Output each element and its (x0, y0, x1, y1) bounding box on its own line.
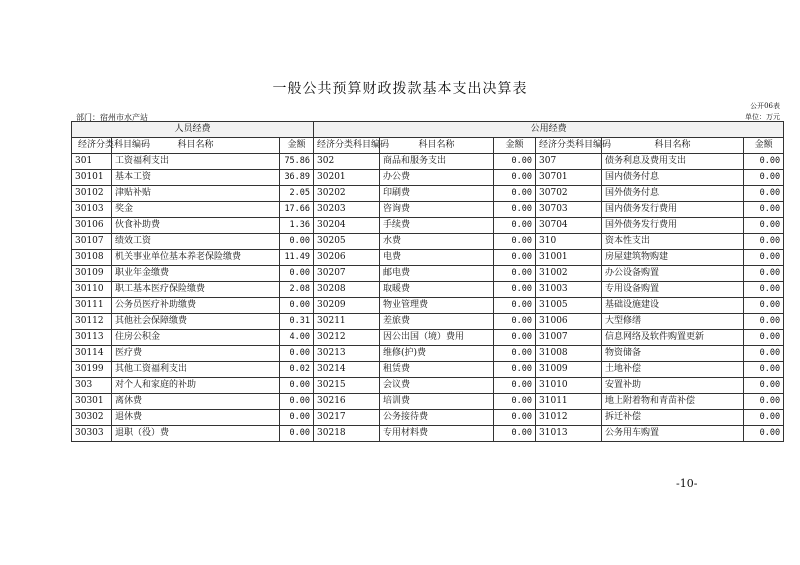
cell-amount-3: 0.00 (744, 170, 784, 186)
cell-amount-3: 0.00 (744, 394, 784, 410)
cell-econ-code-2: 30203 (314, 202, 380, 218)
cell-subject-3: 拆迁补偿 (602, 410, 744, 426)
cell-econ-code-2: 30205 (314, 234, 380, 250)
cell-econ-code-1: 301 (72, 154, 112, 170)
cell-econ-code-3: 31002 (536, 266, 602, 282)
cell-subject-1: 其他社会保障缴费 (112, 314, 280, 330)
cell-subject-3: 国外债务付息 (602, 186, 744, 202)
form-meta (745, 101, 780, 123)
cell-econ-code-3: 30702 (536, 186, 602, 202)
cell-econ-code-3: 31011 (536, 394, 602, 410)
cell-econ-code-2: 30212 (314, 330, 380, 346)
cell-amount-2: 0.00 (494, 410, 536, 426)
group-personnel: 人员经费 (72, 122, 314, 138)
cell-econ-code-2: 30202 (314, 186, 380, 202)
table-row (72, 266, 784, 282)
cell-econ-code-1: 30103 (72, 202, 112, 218)
cell-amount-2: 0.00 (494, 362, 536, 378)
table-row (72, 346, 784, 362)
cell-subject-1: 机关事业单位基本养老保险缴费 (112, 250, 280, 266)
cell-econ-code-3: 31010 (536, 378, 602, 394)
cell-amount-2: 0.00 (494, 346, 536, 362)
cell-subject-2: 维修(护)费 (380, 346, 494, 362)
cell-econ-code-3: 31001 (536, 250, 602, 266)
cell-amount-1: 0.00 (280, 410, 314, 426)
cell-econ-code-3: 31008 (536, 346, 602, 362)
cell-amount-3: 0.00 (744, 266, 784, 282)
cell-subject-2: 手续费 (380, 218, 494, 234)
cell-econ-code-2: 30218 (314, 426, 380, 442)
cell-subject-3: 资本性支出 (602, 234, 744, 250)
cell-econ-code-1: 30111 (72, 298, 112, 314)
cell-amount-2: 0.00 (494, 202, 536, 218)
header-econ-code-3: 经济分类科目编码 (536, 138, 602, 154)
cell-econ-code-3: 31007 (536, 330, 602, 346)
cell-subject-2: 差旅费 (380, 314, 494, 330)
cell-amount-3: 0.00 (744, 298, 784, 314)
cell-amount-2: 0.00 (494, 426, 536, 442)
cell-amount-1: 36.89 (280, 170, 314, 186)
cell-amount-2: 0.00 (494, 186, 536, 202)
cell-subject-3: 国外债务发行费用 (602, 218, 744, 234)
cell-amount-2: 0.00 (494, 330, 536, 346)
page-title: 一般公共预算财政拨款基本支出决算表 (272, 81, 528, 97)
cell-subject-1: 离休费 (112, 394, 280, 410)
cell-econ-code-2: 30213 (314, 346, 380, 362)
cell-econ-code-1: 30303 (72, 426, 112, 442)
cell-amount-2: 0.00 (494, 378, 536, 394)
cell-subject-1: 公务员医疗补助缴费 (112, 298, 280, 314)
table-row (72, 154, 784, 170)
cell-econ-code-2: 30217 (314, 410, 380, 426)
cell-amount-2: 0.00 (494, 298, 536, 314)
cell-econ-code-1: 30113 (72, 330, 112, 346)
cell-econ-code-3: 31003 (536, 282, 602, 298)
cell-subject-1: 职业年金缴费 (112, 266, 280, 282)
group-header-row (72, 122, 784, 138)
table-row (72, 170, 784, 186)
cell-econ-code-1: 30101 (72, 170, 112, 186)
cell-econ-code-1: 30107 (72, 234, 112, 250)
header-subject-3: 科目名称 (602, 138, 744, 154)
column-header-row (72, 138, 784, 154)
table-row (72, 234, 784, 250)
cell-amount-2: 0.00 (494, 266, 536, 282)
cell-amount-2: 0.00 (494, 218, 536, 234)
cell-subject-1: 退职（役）费 (112, 426, 280, 442)
cell-subject-2: 培训费 (380, 394, 494, 410)
cell-subject-1: 职工基本医疗保险缴费 (112, 282, 280, 298)
cell-subject-1: 伙食补助费 (112, 218, 280, 234)
cell-amount-1: 17.66 (280, 202, 314, 218)
cell-subject-2: 因公出国（境）费用 (380, 330, 494, 346)
cell-subject-1: 住房公积金 (112, 330, 280, 346)
cell-amount-3: 0.00 (744, 218, 784, 234)
cell-subject-1: 对个人和家庭的补助 (112, 378, 280, 394)
page-number: -10- (676, 477, 698, 490)
cell-subject-3: 地上附着物和青苗补偿 (602, 394, 744, 410)
cell-amount-1: 75.86 (280, 154, 314, 170)
table-row (72, 314, 784, 330)
cell-subject-3: 物资储备 (602, 346, 744, 362)
cell-amount-3: 0.00 (744, 202, 784, 218)
cell-econ-code-1: 30199 (72, 362, 112, 378)
cell-econ-code-3: 31013 (536, 426, 602, 442)
cell-amount-3: 0.00 (744, 186, 784, 202)
cell-econ-code-2: 30215 (314, 378, 380, 394)
cell-subject-1: 津贴补贴 (112, 186, 280, 202)
cell-amount-1: 0.00 (280, 378, 314, 394)
table-row (72, 186, 784, 202)
cell-amount-2: 0.00 (494, 234, 536, 250)
table-row (72, 330, 784, 346)
cell-subject-3: 专用设备购置 (602, 282, 744, 298)
table-row (72, 410, 784, 426)
unit-label: 单位：万元 (745, 113, 780, 121)
cell-econ-code-1: 30110 (72, 282, 112, 298)
cell-econ-code-3: 31006 (536, 314, 602, 330)
cell-econ-code-1: 30114 (72, 346, 112, 362)
cell-econ-code-2: 30206 (314, 250, 380, 266)
cell-amount-3: 0.00 (744, 378, 784, 394)
cell-econ-code-1: 30106 (72, 218, 112, 234)
cell-subject-2: 水费 (380, 234, 494, 250)
cell-subject-3: 信息网络及软件购置更新 (602, 330, 744, 346)
cell-econ-code-2: 30216 (314, 394, 380, 410)
cell-subject-3: 国内债务发行费用 (602, 202, 744, 218)
cell-amount-1: 0.00 (280, 234, 314, 250)
cell-econ-code-2: 30201 (314, 170, 380, 186)
cell-amount-1: 0.00 (280, 266, 314, 282)
cell-amount-3: 0.00 (744, 346, 784, 362)
cell-subject-1: 基本工资 (112, 170, 280, 186)
cell-econ-code-2: 30208 (314, 282, 380, 298)
cell-amount-1: 0.00 (280, 346, 314, 362)
cell-amount-2: 0.00 (494, 314, 536, 330)
cell-amount-1: 0.00 (280, 426, 314, 442)
cell-subject-3: 房屋建筑物购建 (602, 250, 744, 266)
cell-econ-code-3: 31012 (536, 410, 602, 426)
cell-subject-2: 电费 (380, 250, 494, 266)
cell-amount-1: 11.49 (280, 250, 314, 266)
cell-subject-2: 专用材料费 (380, 426, 494, 442)
cell-subject-1: 奖金 (112, 202, 280, 218)
cell-subject-2: 邮电费 (380, 266, 494, 282)
header-econ-code-1: 经济分类科目编码 (72, 138, 112, 154)
cell-amount-3: 0.00 (744, 234, 784, 250)
cell-amount-2: 0.00 (494, 154, 536, 170)
cell-subject-2: 物业管理费 (380, 298, 494, 314)
table-row (72, 362, 784, 378)
cell-econ-code-3: 307 (536, 154, 602, 170)
cell-econ-code-2: 30214 (314, 362, 380, 378)
table-row (72, 298, 784, 314)
cell-subject-3: 基础设施建设 (602, 298, 744, 314)
cell-econ-code-1: 30108 (72, 250, 112, 266)
expenditure-table (71, 121, 784, 442)
table-row (72, 378, 784, 394)
cell-econ-code-2: 302 (314, 154, 380, 170)
cell-subject-2: 会议费 (380, 378, 494, 394)
cell-subject-3: 债务利息及费用支出 (602, 154, 744, 170)
cell-econ-code-1: 303 (72, 378, 112, 394)
cell-amount-3: 0.00 (744, 330, 784, 346)
cell-subject-1: 退休费 (112, 410, 280, 426)
cell-econ-code-2: 30207 (314, 266, 380, 282)
header-amount-1: 金额 (280, 138, 314, 154)
table-row (72, 282, 784, 298)
cell-subject-1: 医疗费 (112, 346, 280, 362)
cell-amount-3: 0.00 (744, 426, 784, 442)
cell-econ-code-3: 30704 (536, 218, 602, 234)
cell-econ-code-3: 310 (536, 234, 602, 250)
cell-amount-3: 0.00 (744, 410, 784, 426)
cell-amount-2: 0.00 (494, 282, 536, 298)
table-row (72, 394, 784, 410)
cell-econ-code-3: 30701 (536, 170, 602, 186)
cell-econ-code-3: 31009 (536, 362, 602, 378)
cell-amount-3: 0.00 (744, 250, 784, 266)
cell-subject-2: 咨询费 (380, 202, 494, 218)
cell-amount-2: 0.00 (494, 170, 536, 186)
cell-subject-2: 取暖费 (380, 282, 494, 298)
cell-amount-2: 0.00 (494, 394, 536, 410)
cell-amount-1: 0.00 (280, 394, 314, 410)
header-econ-code-2: 经济分类科目编码 (314, 138, 380, 154)
department-label: 部门：宿州市水产站 (76, 113, 148, 122)
cell-subject-3: 公务用车购置 (602, 426, 744, 442)
cell-econ-code-1: 30302 (72, 410, 112, 426)
cell-amount-1: 0.00 (280, 298, 314, 314)
cell-econ-code-2: 30211 (314, 314, 380, 330)
table-row (72, 426, 784, 442)
cell-amount-1: 1.36 (280, 218, 314, 234)
cell-econ-code-1: 30112 (72, 314, 112, 330)
group-public: 公用经费 (314, 122, 784, 138)
cell-subject-2: 租赁费 (380, 362, 494, 378)
cell-amount-2: 0.00 (494, 250, 536, 266)
cell-econ-code-2: 30204 (314, 218, 380, 234)
form-code: 公开06表 (750, 102, 780, 110)
cell-econ-code-1: 30301 (72, 394, 112, 410)
header-subject-2: 科目名称 (380, 138, 494, 154)
cell-subject-3: 大型修缮 (602, 314, 744, 330)
cell-econ-code-1: 30109 (72, 266, 112, 282)
cell-amount-3: 0.00 (744, 282, 784, 298)
cell-subject-2: 公务接待费 (380, 410, 494, 426)
header-amount-2: 金额 (494, 138, 536, 154)
cell-amount-1: 4.00 (280, 330, 314, 346)
cell-econ-code-2: 30209 (314, 298, 380, 314)
cell-amount-1: 0.31 (280, 314, 314, 330)
cell-econ-code-1: 30102 (72, 186, 112, 202)
cell-amount-3: 0.00 (744, 362, 784, 378)
table-row (72, 250, 784, 266)
header-amount-3: 金额 (744, 138, 784, 154)
cell-subject-3: 安置补助 (602, 378, 744, 394)
cell-amount-1: 2.05 (280, 186, 314, 202)
cell-amount-1: 0.02 (280, 362, 314, 378)
cell-subject-3: 土地补偿 (602, 362, 744, 378)
cell-subject-2: 办公费 (380, 170, 494, 186)
cell-subject-2: 商品和服务支出 (380, 154, 494, 170)
cell-amount-3: 0.00 (744, 154, 784, 170)
cell-subject-2: 印刷费 (380, 186, 494, 202)
cell-subject-1: 其他工资福利支出 (112, 362, 280, 378)
cell-amount-1: 2.08 (280, 282, 314, 298)
header-subject-1: 科目名称 (112, 138, 280, 154)
cell-econ-code-3: 31005 (536, 298, 602, 314)
cell-subject-1: 工资福利支出 (112, 154, 280, 170)
table-row (72, 218, 784, 234)
cell-subject-3: 办公设备购置 (602, 266, 744, 282)
cell-amount-3: 0.00 (744, 314, 784, 330)
table-row (72, 202, 784, 218)
cell-econ-code-3: 30703 (536, 202, 602, 218)
cell-subject-3: 国内债务付息 (602, 170, 744, 186)
cell-subject-1: 绩效工资 (112, 234, 280, 250)
